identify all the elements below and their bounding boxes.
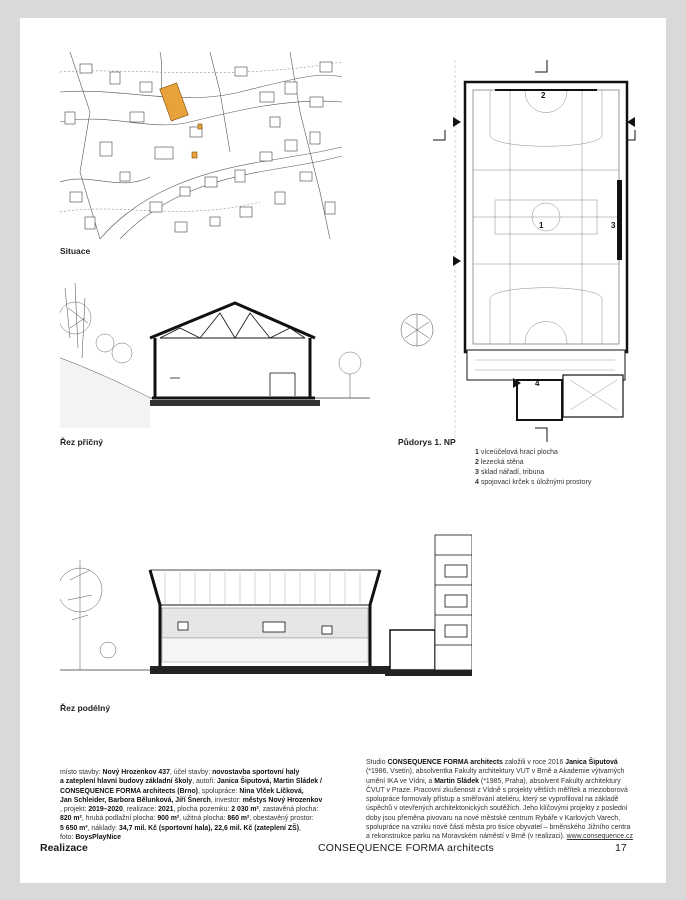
plan-number-3: 3 [611,221,616,230]
legend-item-2: 2 lezecká stěna [475,459,524,466]
site-plan-drawing [60,52,342,239]
plan-number-4: 4 [535,379,540,388]
caption-site: Situace [60,246,91,256]
legend-item-3: 3 sklad nářadí, tribuna [475,469,545,476]
project-info: místo stavby: Nový Hrozenkov 437, účel stavby: novostavba sportovní haly a zateplení hlavní budovy základní školy, autoři: Janica Šiputová, Martin Sládek / CONSEQUENCE FORMA architects (Brno), spolupráce: Nina Vlček Líčková, Jan Schleider, Barbora Bělunková, Jiří Šnerch, investor: městys Nový Hrozenkov , projekt: 2019–2020, realizace: 2021, plocha pozemku: 2 030 m², zastavěná plocha: 820 m², hrubá podlažní plocha: 900 m², užitná plocha: 860 m², obestavěný prostor: 5 650 m³, náklady: 34,7 mil. Kč (sportovní hala), 22,6 mil. Kč (zateplení ZŠ), foto: BoysPlayNice [60,769,323,842]
footer-section: Realizace [40,842,88,854]
page-number: 17 [615,842,627,854]
legend-item-1: 1 víceúčelová hrací plocha [475,449,558,456]
long-section-drawing [60,530,472,695]
caption-cross-section: Řez příčný [60,437,103,447]
caption-long-section: Řez podélný [60,703,111,713]
cross-section-drawing [60,278,370,428]
plan-legend [475,448,591,488]
plan-number-2: 2 [541,91,546,100]
footer-studio: CONSEQUENCE FORMA architects [318,842,494,854]
studio-website-link[interactable]: www.consequence.cz [566,833,633,841]
legend-item-4: 4 spojovací krček s úložnými prostory [475,479,592,486]
studio-bio: Studio CONSEQUENCE FORMA architects založili v roce 2016 Janica Šiputová (*1986, Vsetín), absolventka Fakulty architektury VUT v Brně a Akademie výtvarných umění IKA ve Vídni, a Martin Sládek (*1985, Praha), absolvent Fakulty architektury ČVUT v Praze. Pracovní zkušenosti z Vídně s projekty větších měřítek a mezioborová spolupráce formovaly přístup a směřování ateliéru, který se vyprofiloval na základě úspěchů v otevřených architektonických soutěžích. Jeho klíčovými projekty z poslední doby jsou přeměna pivovaru na nové městské centrum Rybáře v Karlových Varech, spolupráce na vzniku nové části města pro tisíce obyvatel – brněnského Jižního centra a rekonstrukce parku na Moravském náměstí v Brně (v realizaci). www.consequence.cz [366,759,633,841]
floor-plan-drawing [395,60,660,445]
plan-number-1: 1 [539,221,544,230]
caption-floor-plan: Půdorys 1. NP [398,437,456,447]
